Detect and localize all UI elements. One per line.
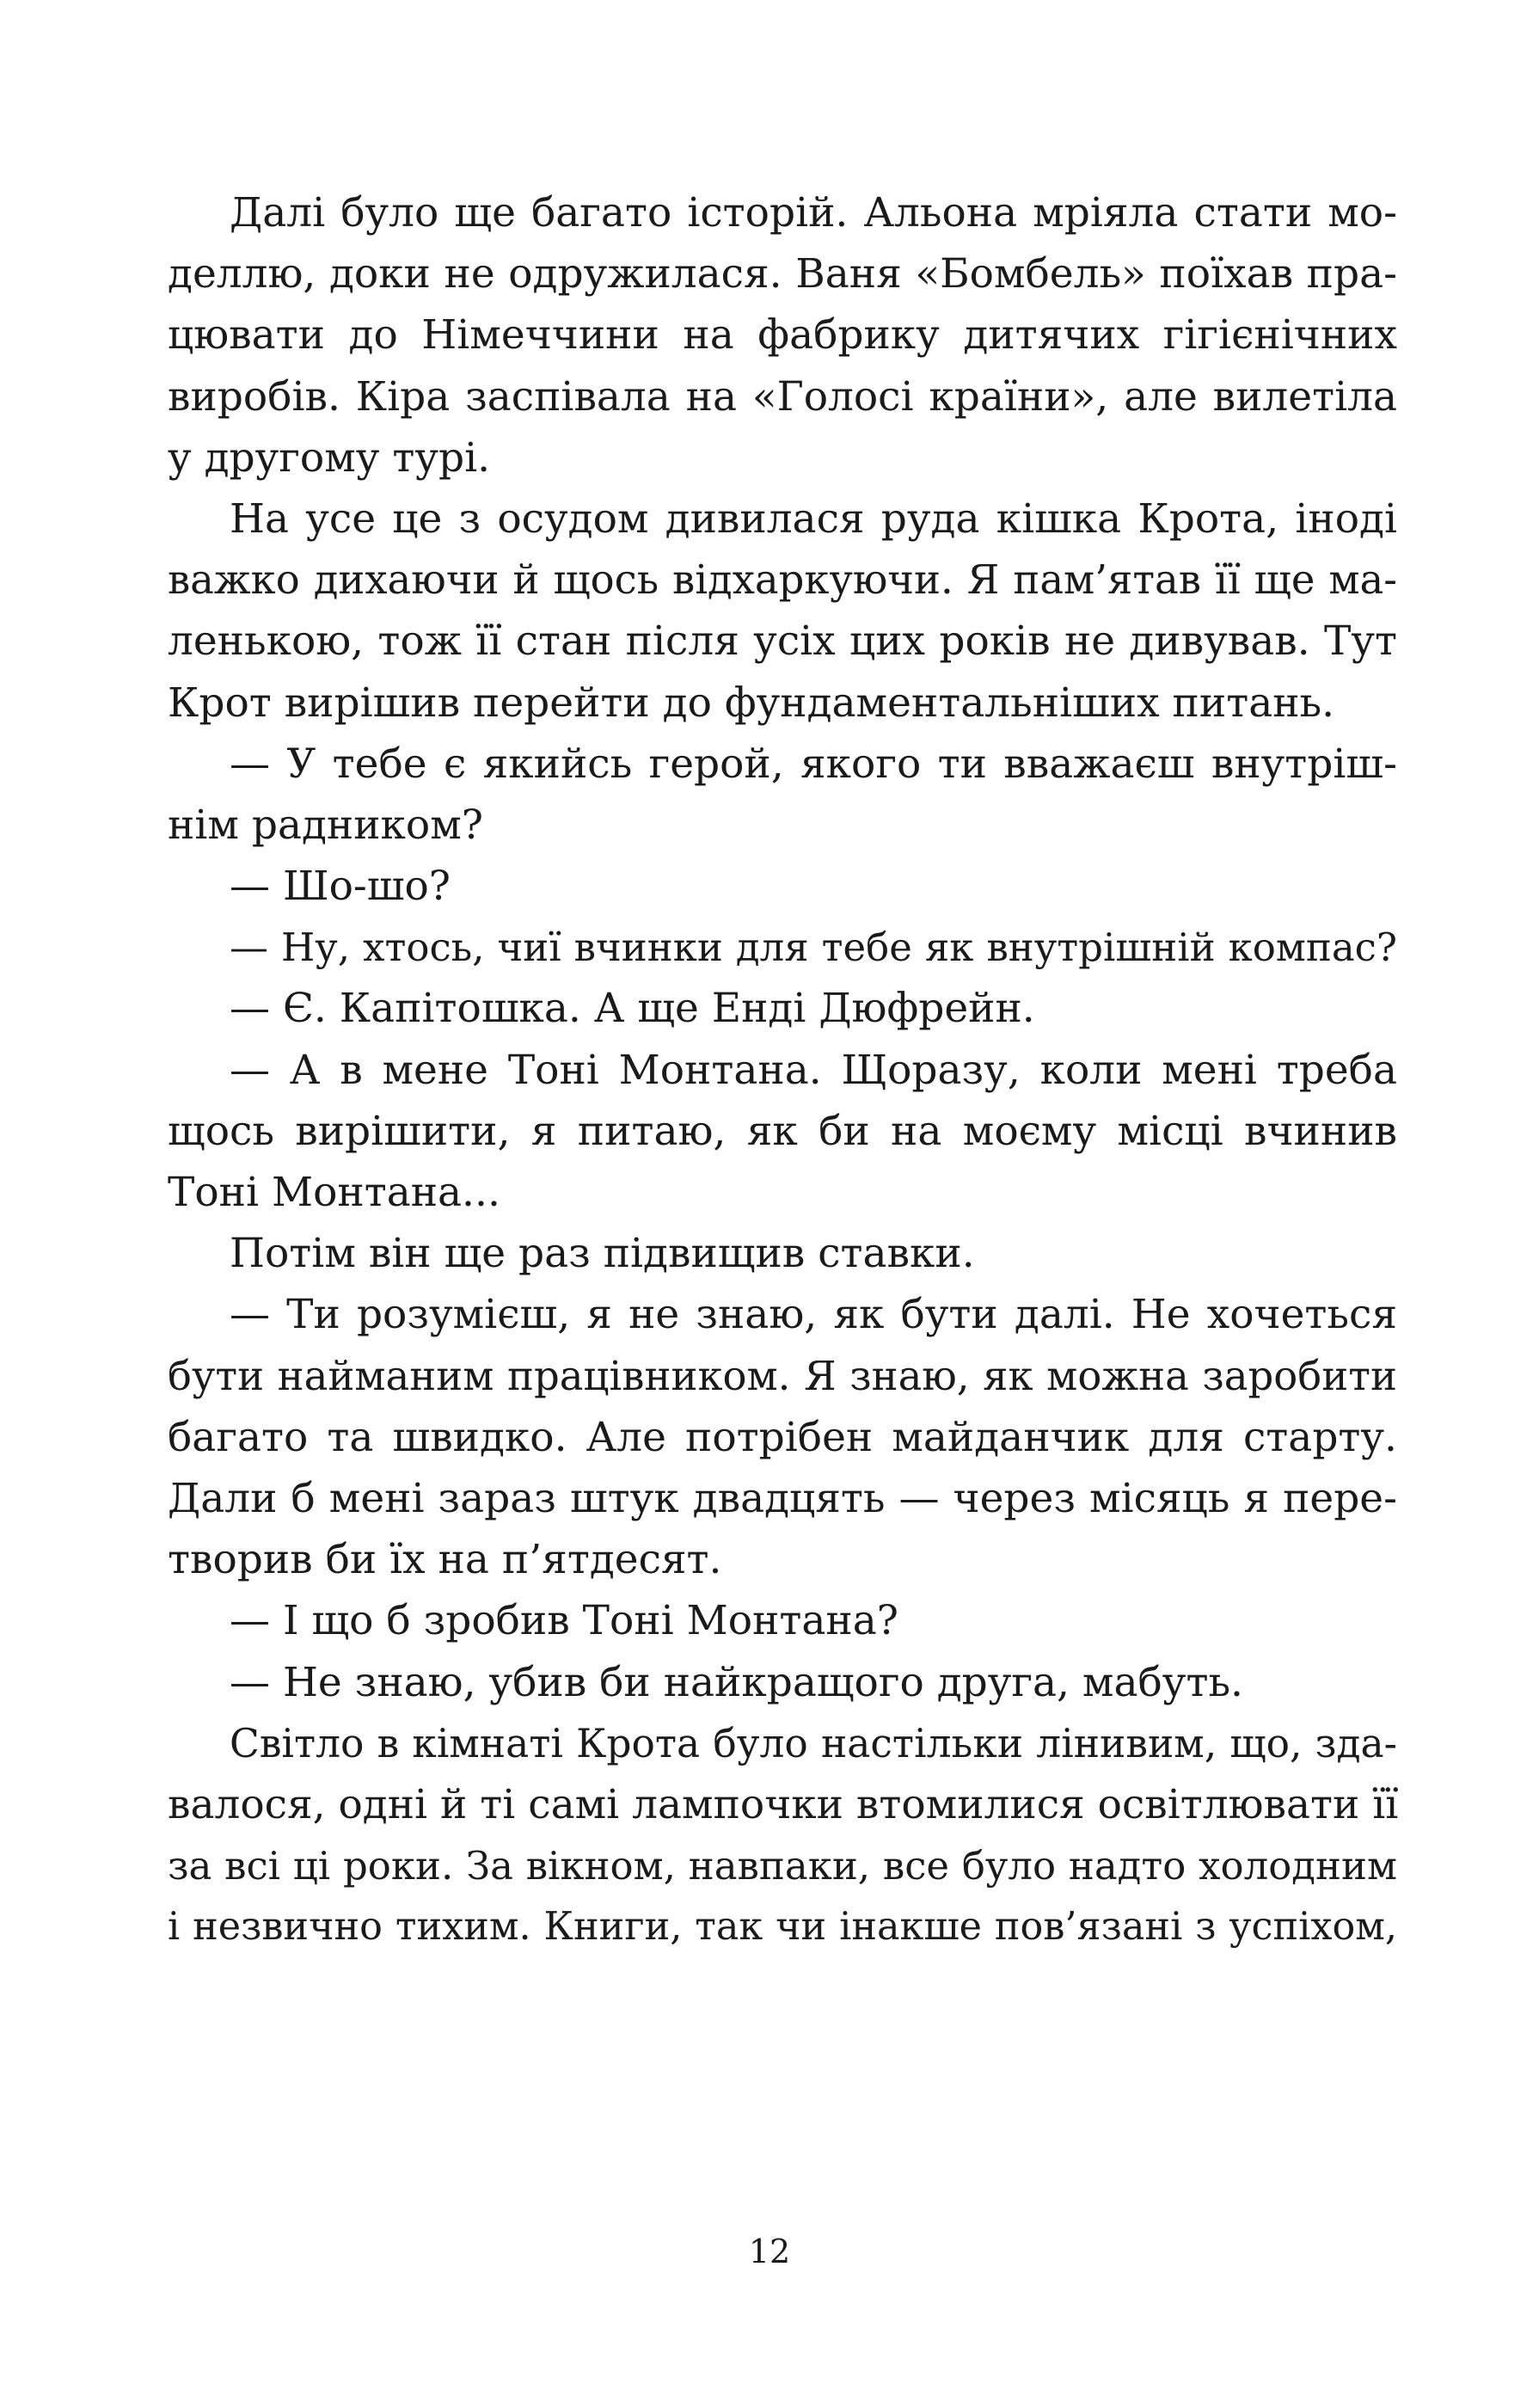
text-line: бути найманим працівником. Я знаю, як можна заробити: [168, 1352, 1397, 1399]
text-line: — А в мене Тоні Монтана. Щоразу, коли мені треба: [230, 1046, 1397, 1094]
text-line: Потім він ще раз підвищив ставки.: [230, 1230, 975, 1278]
text-line: — Є. Капітошка. А ще Енді Дюфрейн.: [230, 985, 1035, 1033]
text-line: — У тебе є якийсь герой, якого ти вважаєш внутріш-: [230, 740, 1397, 788]
text-line: у другому турі.: [168, 433, 491, 482]
text-line: Крот вирішив перейти до фундаментальніших питань.: [168, 679, 1335, 727]
page-number: 12: [748, 2233, 791, 2270]
text-line: деллю, доки не одружилася. Ваня «Бомбель» поїхав пра-: [168, 250, 1397, 298]
text-line: — І що б зробив Тоні Монтана?: [230, 1597, 898, 1645]
text-line: багато та швидко. Але потрібен майданчик для старту.: [168, 1413, 1397, 1461]
text-line: Далі було ще багато історій. Альона мріяла стати мо-: [230, 189, 1397, 236]
text-line: і незвично тихим. Книги, так чи інакше пов’язані з успіхом,: [168, 1905, 1397, 1950]
text-line: важко дихаючи й щось відхаркуючи. Я пам’ятав її ще ма-: [168, 556, 1397, 604]
text-line: щось вирішити, я питаю, як би на моєму місці вчинив: [168, 1107, 1397, 1155]
text-line: На усе це з осудом дивилася руда кішка Крота, іноді: [230, 494, 1397, 543]
text-line: Дали б мені зараз штук двадцять — через місяць я пере-: [168, 1474, 1397, 1522]
body-text: [168, 182, 1397, 1957]
text-line: — Не знаю, убив би найкращого друга, мабуть.: [230, 1658, 1243, 1706]
text-line: — Шо-шо?: [230, 863, 451, 911]
text-line: виробів. Кіра заспівала на «Голосі країни», але вилетіла: [168, 372, 1397, 421]
text-line: Світло в кімнаті Крота було настільки лінивим, що, зда-: [230, 1720, 1397, 1766]
text-line: цювати до Німеччини на фабрику дитячих гігієнічних: [168, 311, 1397, 359]
text-line: валося, одні й ті самі лампочки втомилися освітлювати її: [168, 1780, 1399, 1828]
text-line: — Ти розумієш, я не знаю, як бути далі. Не хочеться: [230, 1291, 1397, 1339]
text-line: Тоні Монтана...: [168, 1169, 500, 1216]
text-line: — Ну, хтось, чиї вчинки для тебе як внутрішній компас?: [230, 924, 1397, 971]
text-line: за всі ці роки. За вікном, навпаки, все було надто холодним: [168, 1843, 1397, 1889]
text-line: нім радником?: [168, 801, 483, 849]
text-line: творив би їх на п’ятдесят.: [168, 1536, 722, 1584]
text-line: ленькою, тож її стан після усіх цих років не дивував. Тут: [168, 617, 1397, 666]
